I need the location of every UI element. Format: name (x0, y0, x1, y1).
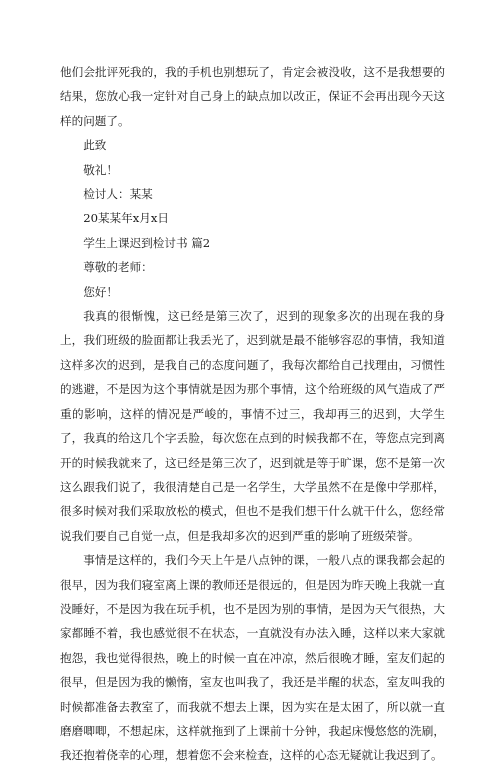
body-paragraph-2: 事情是这样的，我们今天上午是八点钟的课，一般八点的课我都会起的很早，因为我们寝室离上课的教师还是很远的，但是因为昨天晚上我就一直没睡好，不是因为我在玩手机，也不是因为别的事情，是因为天气很热，大家都睡不着，我也感觉很不在状态，一直就没有办法入睡，这样以来大家就抱怨，我也觉得很热，晚上的时候一直在冲凉，然后很晚才睡，室友们起的很早，但是因为我的懒惰，室友也叫我了，我还是半醒的状态，室友叫我的时候都准备去教室了，而我就不想去上课，因为实在是太困了，所以就一直磨磨唧唧，不想起床，这样就拖到了上课前十分钟，我起床慢悠悠的洗刷，我还抱着侥幸的心理，想着您不会来检查，这样的心态无疑就让我迟到了。 (60, 553, 445, 763)
continuation-paragraph: 他们会批评死我的，我的手机也别想玩了，肯定会被没收，这不是我想要的结果，您放心我一定针对自己身上的缺点加以改正，保证不会再出现今天这样的问题了。 (60, 65, 445, 128)
salute-line: 敬礼！ (83, 162, 118, 177)
hello-line: 您好！ (83, 284, 118, 299)
document-page (60, 60, 445, 768)
greeting-line: 尊敬的老师： (83, 260, 153, 275)
section-title: 学生上课迟到检讨书 篇2 (83, 235, 211, 250)
date-line: 20某某年x月x日 (83, 211, 169, 226)
body-paragraph-1: 我真的很惭愧，这已经是第三次了，迟到的现象多次的出现在我的身上，我们班级的脸面都让我丢光了，迟到就是最不能够容忍的事情，我知道这样多次的迟到，是我自己的态度问题了，我每次都给自己找理由，习惯性的逃避，不是因为这个事情就是因为那个事情，这个给班级的风气造成了严重的影响，这样的情况是严峻的，事情不过三，我却再三的迟到，大学生了，我真的给这几个字丢脸，每次您在点到的时候我都不在，等您点完到离开的时候我就来了，这已经是第三次了，迟到就是等于旷课，您不是第一次这么跟我们说了，我很清楚自己是一名学生，大学虽然不在是像中学那样，很多时候对我们采取放松的模式，但也不是我们想干什么就干什么，您经常说我们要自己自觉一点，但是我却多次的迟到严重的影响了班级荣誉。 (60, 309, 445, 543)
closing-line: 此致 (83, 138, 107, 153)
signer-line: 检讨人：某某 (83, 187, 153, 202)
